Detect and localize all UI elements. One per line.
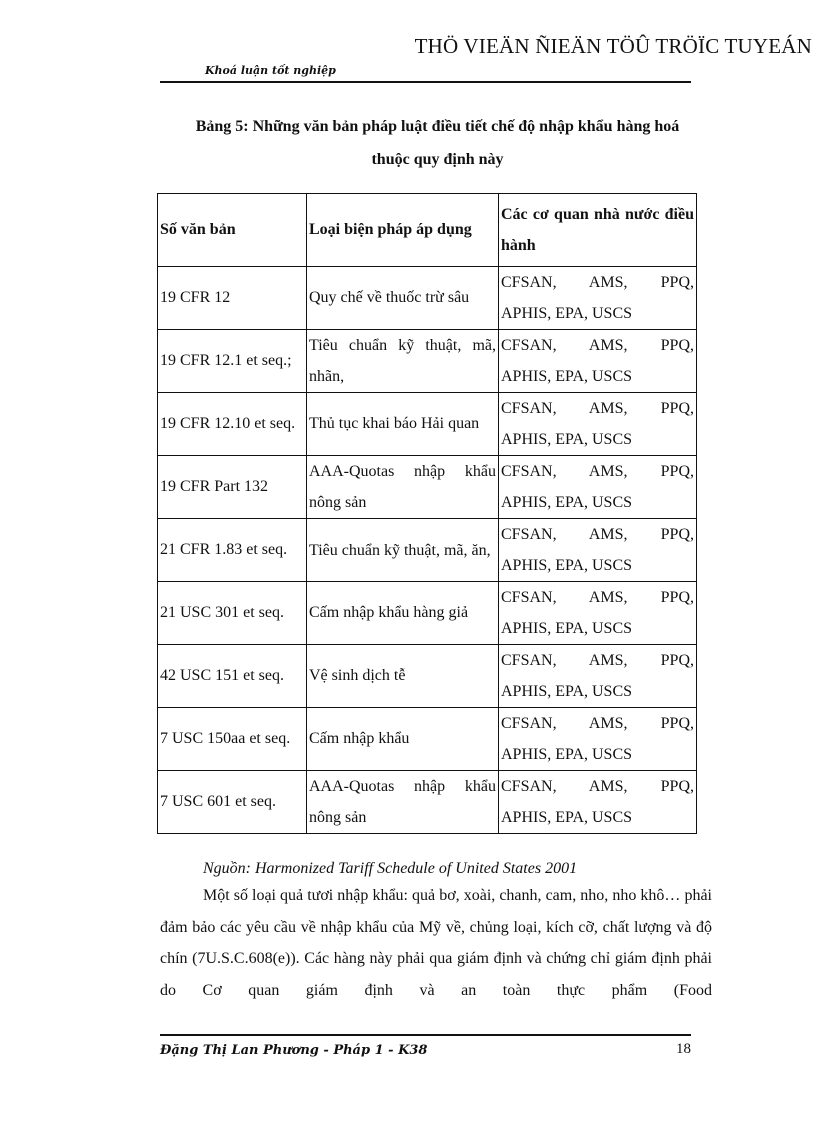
agencies-line-1: CFSAN, AMS, PPQ, xyxy=(501,274,694,291)
caption-line-1: Bảng 5: Những văn bản pháp luật điều tiết chế độ nhập khẩu hàng hoá xyxy=(195,118,680,135)
agencies-line-1: CFSAN, AMS, PPQ, xyxy=(501,652,694,669)
table-row xyxy=(158,267,697,330)
cell-doc: 19 CFR 12.10 et seq. xyxy=(158,393,307,456)
cell-agencies xyxy=(499,771,697,834)
cell-measure: Vệ sinh dịch tễ xyxy=(307,645,499,708)
footer-author: Đặng Thị Lan Phương - Pháp 1 - K38 xyxy=(160,1043,428,1058)
agencies-line-2: APHIS, EPA, USCS xyxy=(501,305,633,322)
cell-measure: Cấm nhập khẩu xyxy=(307,708,499,771)
footer-divider xyxy=(160,1034,691,1036)
agencies-line-1: CFSAN, AMS, PPQ, xyxy=(501,337,694,354)
caption-line-2: thuộc quy định này xyxy=(371,151,504,168)
cell-doc: 19 CFR 12.1 et seq.; xyxy=(158,330,307,393)
agencies-line-2: APHIS, EPA, USCS xyxy=(501,620,633,637)
table-row xyxy=(158,330,697,393)
cell-measure: Quy chế về thuốc trừ sâu xyxy=(307,267,499,330)
cell-agencies xyxy=(499,645,697,708)
table-row xyxy=(158,708,697,771)
header-agencies: Các cơ quan nhà nước điều hành xyxy=(499,194,697,267)
cell-measure: Tiêu chuẩn kỹ thuật, mã, nhãn, xyxy=(307,330,499,393)
header-divider xyxy=(160,81,691,83)
agencies-line-1: CFSAN, AMS, PPQ, xyxy=(501,463,694,480)
cell-agencies xyxy=(499,708,697,771)
table-row xyxy=(158,582,697,645)
agencies-line-2: APHIS, EPA, USCS xyxy=(501,431,633,448)
cell-doc: 21 CFR 1.83 et seq. xyxy=(158,519,307,582)
table-row xyxy=(158,771,697,834)
cell-agencies xyxy=(499,582,697,645)
cell-doc: 21 USC 301 et seq. xyxy=(158,582,307,645)
cell-agencies xyxy=(499,267,697,330)
cell-doc: 19 CFR 12 xyxy=(158,267,307,330)
header-measure-type: Loại biện pháp áp dụng xyxy=(307,194,499,267)
table-row xyxy=(158,456,697,519)
watermark-text: THÖ VIEÄN ÑIEÄN TÖÛ TRÖÏC TUYEÁN xyxy=(414,34,812,58)
cell-measure: Thủ tục khai báo Hải quan xyxy=(307,393,499,456)
agencies-line-2: APHIS, EPA, USCS xyxy=(501,494,633,511)
cell-agencies xyxy=(499,330,697,393)
regulations-table xyxy=(157,193,697,834)
cell-doc: 7 USC 150aa et seq. xyxy=(158,708,307,771)
cell-agencies xyxy=(499,393,697,456)
cell-doc: 19 CFR Part 132 xyxy=(158,456,307,519)
agencies-line-2: APHIS, EPA, USCS xyxy=(501,809,633,826)
table-header-row xyxy=(158,194,697,267)
cell-measure: AAA-Quotas nhập khẩu nông sản xyxy=(307,771,499,834)
header-doc-number: Số văn bản xyxy=(158,194,307,267)
agencies-line-1: CFSAN, AMS, PPQ, xyxy=(501,400,694,417)
table-row xyxy=(158,519,697,582)
body-paragraph-text: Một số loại quả tươi nhập khẩu: quả bơ, xoài, chanh, cam, nho, nho khô… phải đảm bảo các yêu cầu về nhập khẩu của Mỹ về, chủng loại, kích cỡ, chất lượng và độ chín (7U.S.C.608(e)). Các hàng này phải qua giám định và chứng chỉ giám định phải do Cơ quan giám định và an toàn thực phẩm (Food xyxy=(160,887,712,999)
agencies-line-1: CFSAN, AMS, PPQ, xyxy=(501,526,694,543)
header-title: Khoá luận tốt nghiệp xyxy=(205,64,336,77)
table-row xyxy=(158,393,697,456)
agencies-line-2: APHIS, EPA, USCS xyxy=(501,746,633,763)
body-paragraph xyxy=(160,880,712,1006)
agencies-line-2: APHIS, EPA, USCS xyxy=(501,683,633,700)
agencies-line-1: CFSAN, AMS, PPQ, xyxy=(501,715,694,732)
cell-doc: 42 USC 151 et seq. xyxy=(158,645,307,708)
table-caption xyxy=(160,110,715,176)
cell-doc: 7 USC 601 et seq. xyxy=(158,771,307,834)
agencies-line-2: APHIS, EPA, USCS xyxy=(501,368,633,385)
agencies-line-1: CFSAN, AMS, PPQ, xyxy=(501,778,694,795)
agencies-line-2: APHIS, EPA, USCS xyxy=(501,557,633,574)
page-number: 18 xyxy=(676,1041,691,1057)
cell-measure: Tiêu chuẩn kỹ thuật, mã, ăn, xyxy=(307,519,499,582)
cell-agencies xyxy=(499,519,697,582)
source-note: Nguồn: Harmonized Tariff Schedule of United States 2001 xyxy=(203,860,578,877)
cell-agencies xyxy=(499,456,697,519)
table-row xyxy=(158,645,697,708)
agencies-line-1: CFSAN, AMS, PPQ, xyxy=(501,589,694,606)
cell-measure: AAA-Quotas nhập khẩu nông sản xyxy=(307,456,499,519)
cell-measure: Cấm nhập khẩu hàng giả xyxy=(307,582,499,645)
